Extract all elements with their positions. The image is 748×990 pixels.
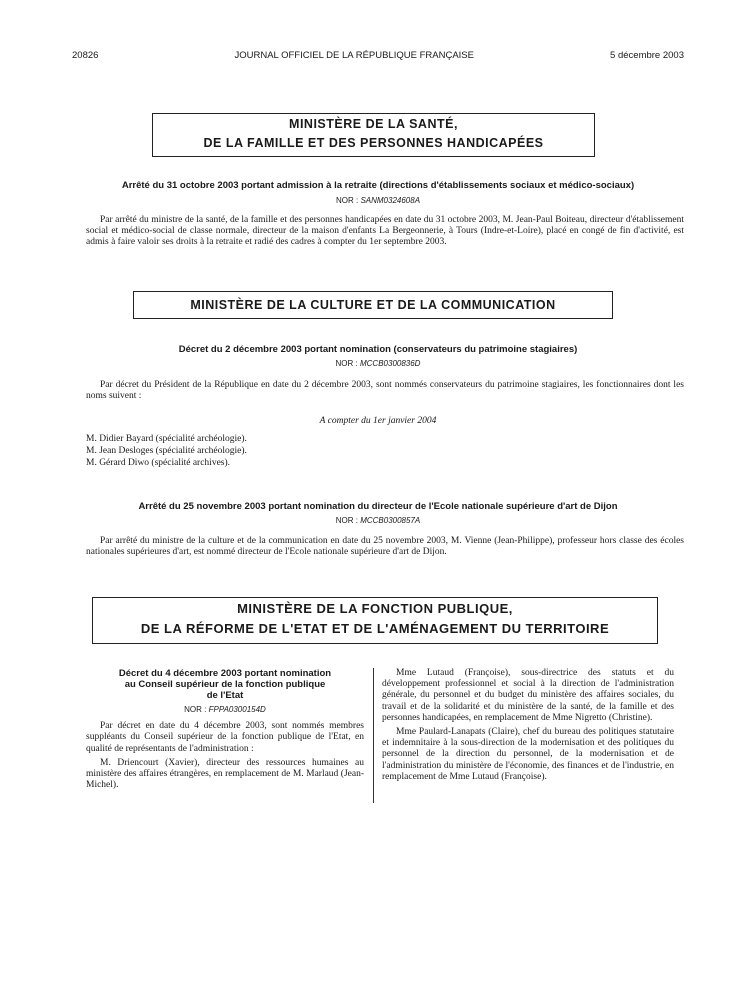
effective-date: A compter du 1er janvier 2004 (319, 416, 437, 426)
running-header (72, 50, 684, 62)
arrete-title-dijon: Arrêté du 25 novembre 2003 portant nomination du directeur de l'Ecole nationale supérieure d'art de Dijon (138, 501, 618, 512)
decree-body-conservateurs: Par décret du Président de la République en date du 2 décembre 2003, sont nommés conservateurs du patrimoine stagiaires, les fonctionnaires dont les noms suivent : (86, 380, 684, 401)
nor-code: SANM0324608A (360, 196, 421, 205)
decree-title-conservateurs: Décret du 2 décembre 2003 portant nomination (conservateurs du patrimoine stagiaires) (178, 344, 578, 355)
nor-reference (72, 359, 684, 368)
page-number: 20826 (72, 50, 99, 61)
ministry-heading-sante (152, 113, 595, 157)
column-divider (373, 668, 374, 803)
nor-reference (72, 516, 684, 525)
nor-code: FPPA0300154D (208, 705, 266, 714)
decree-paragraph: Mme Paulard-Lanapats (Claire), chef du bureau des politiques statutaire et indemnitaire à la sous-direction de la modernisation et des politiques du personnel de la direction du personnel, de la modernisation et de l'administration du ministère de l'économie, des finances et de l'industrie, en remplacement de Mme Lutaud (Françoise). (382, 727, 674, 782)
act-title-retraite: Arrêté du 31 octobre 2003 portant admission à la retraite (directions d'établissements sociaux et médico-sociaux) (121, 180, 635, 191)
nor-label: NOR : (335, 516, 358, 525)
appointee-name: M. Didier Bayard (spécialité archéologie). (86, 434, 247, 444)
ministry-heading-line2: DE LA RÉFORME DE L'ETAT ET DE L'AMÉNAGEMENT DU TERRITOIRE (140, 621, 610, 636)
decree-title-conseil (86, 668, 364, 701)
arrete-body-dijon: Par arrêté du ministre de la culture et de la communication en date du 25 novembre 2003, M. Vienne (Jean-Philippe), professeur hors classe des écoles nationales supérieures d'art, est nommé directeur de l'Ecole nationale supérieure d'art de Dijon. (86, 536, 684, 557)
decree-paragraph: Mme Lutaud (Françoise), sous-directrice des statuts et du développement professionnel et social à la direction de l'administration générale, du personnel et du budget du ministère des affaires sociales, du travail et de la solidarité et du ministère de la santé, de la famille et des personnes handicapées, en remplacement de Mme Nigretto (Christine). (382, 668, 674, 723)
decree-title-line: de l'Etat (206, 690, 244, 701)
nor-reference (72, 196, 684, 205)
nor-code: MCCB0300836D (359, 359, 421, 368)
nor-label: NOR : (335, 196, 359, 205)
decree-paragraph: M. Driencourt (Xavier), directeur des ressources humaines au ministère des affaires étrangères, en remplacement de M. Marlaud (Jean-Michel). (86, 757, 364, 791)
appointee-name: M. Gérard Diwo (spécialité archives). (86, 458, 231, 468)
ministry-heading-fonction-publique (92, 597, 658, 644)
decree-title-line: au Conseil supérieur de la fonction publique (124, 679, 326, 690)
ministry-heading-text: MINISTÈRE DE LA CULTURE ET DE LA COMMUNICATION (190, 298, 556, 312)
nor-reference (86, 704, 364, 715)
ministry-heading-culture (133, 291, 613, 319)
left-column (86, 668, 364, 794)
journal-title: JOURNAL OFFICIEL DE LA RÉPUBLIQUE FRANÇAISE (234, 50, 474, 61)
nor-code: MCCB0300857A (360, 516, 421, 525)
appointee-name: M. Jean Desloges (spécialité archéologie). (86, 446, 247, 456)
issue-date: 5 décembre 2003 (610, 50, 684, 61)
ministry-heading-line2: DE LA FAMILLE ET DES PERSONNES HANDICAPÉES (203, 136, 544, 150)
decree-paragraph: Par décret en date du 4 décembre 2003, sont nommés membres suppléants du Conseil supérieur de la fonction publique de l'Etat, en qualité de représentants de l'administration : (86, 721, 364, 754)
decree-title-line: Décret du 4 décembre 2003 portant nomination (118, 668, 332, 679)
right-column (382, 668, 674, 786)
ministry-heading-line1: MINISTÈRE DE LA FONCTION PUBLIQUE, (237, 601, 513, 616)
nor-label: NOR : (335, 359, 358, 368)
nor-label: NOR : (184, 705, 207, 714)
act-body-retraite: Par arrêté du ministre de la santé, de la famille et des personnes handicapées en date du 31 octobre 2003, M. Jean-Paul Boiteau, directeur d'établissement social et médico-social de classe normale, directeur de la maison d'enfants La Bergeonnerie, à Tours (Indre-et-Loire), placé en congé de fin d'activité, est admis à faire valoir ses droits à la retraite et radié des cadres à compter du 1er septembre 2003. (86, 215, 684, 247)
ministry-heading-line1: MINISTÈRE DE LA SANTÉ, (289, 117, 458, 131)
